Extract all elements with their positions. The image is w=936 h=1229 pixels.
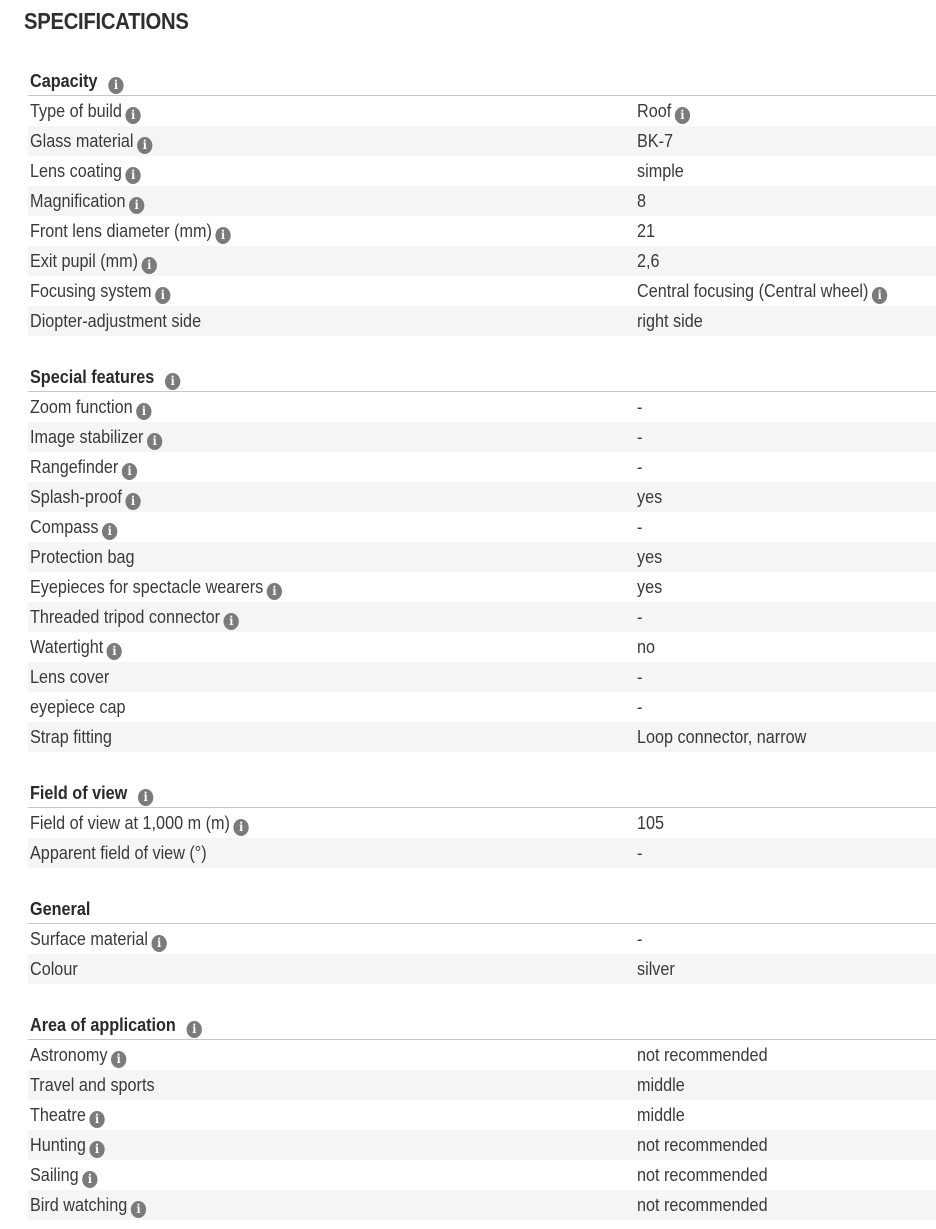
spec-value-text: silver <box>637 959 675 979</box>
spec-label <box>30 662 109 692</box>
spec-value-text: 21 <box>637 221 656 241</box>
info-icon[interactable]: i <box>187 1021 202 1038</box>
spec-label <box>30 246 157 276</box>
spec-value <box>637 1070 685 1100</box>
section-header <box>28 362 936 392</box>
spec-value-text: - <box>637 667 643 687</box>
section-title-text: Area of application <box>30 1015 176 1035</box>
section-header <box>28 894 936 924</box>
spec-value <box>637 808 664 838</box>
info-icon[interactable]: i <box>267 583 282 600</box>
info-icon[interactable]: i <box>89 1141 104 1158</box>
spec-row <box>28 482 936 512</box>
info-icon[interactable]: i <box>131 1201 146 1218</box>
section-header <box>28 1010 936 1040</box>
spec-label <box>30 276 170 306</box>
spec-value-text: not recommended <box>637 1195 768 1215</box>
spec-value <box>637 482 662 512</box>
spec-value-text: Roof <box>637 101 672 121</box>
spec-label-text: Lens cover <box>30 667 110 687</box>
spec-section <box>28 778 936 868</box>
spec-row <box>28 1040 936 1070</box>
spec-label-text: Strap fitting <box>30 727 112 747</box>
info-icon[interactable]: i <box>129 197 144 214</box>
spec-label <box>30 1100 105 1130</box>
spec-row <box>28 602 936 632</box>
spec-value <box>637 246 660 276</box>
spec-value <box>637 96 690 126</box>
spec-row <box>28 1160 936 1190</box>
spec-label <box>30 692 125 722</box>
section-title <box>30 70 124 94</box>
spec-value <box>637 186 646 216</box>
spec-row <box>28 662 936 692</box>
spec-value-text: - <box>637 697 643 717</box>
spec-value-text: yes <box>637 577 663 597</box>
spec-label <box>30 186 144 216</box>
spec-value-text: - <box>637 517 643 537</box>
spec-value-text: middle <box>637 1075 685 1095</box>
spec-value-text: right side <box>637 311 703 331</box>
spec-row <box>28 96 936 126</box>
spec-label-text: Eyepieces for spectacle wearers <box>30 577 264 597</box>
spec-value <box>637 452 642 482</box>
section-header <box>28 778 936 808</box>
spec-value <box>637 1160 768 1190</box>
info-icon[interactable]: i <box>137 137 152 154</box>
spec-label-text: Diopter-adjustment side <box>30 311 202 331</box>
spec-label-text: Zoom function <box>30 397 133 417</box>
spec-label <box>30 808 249 838</box>
spec-label <box>30 1130 105 1160</box>
spec-value <box>637 542 662 572</box>
spec-row <box>28 1100 936 1130</box>
spec-label <box>30 512 117 542</box>
info-icon[interactable]: i <box>82 1171 97 1188</box>
spec-label <box>30 838 207 868</box>
spec-value-text: 8 <box>637 191 647 211</box>
spec-value <box>637 924 642 954</box>
spec-value-text: no <box>637 637 656 657</box>
spec-label <box>30 452 137 482</box>
spec-label <box>30 954 78 984</box>
spec-value-text: - <box>637 397 643 417</box>
spec-label <box>30 216 231 246</box>
spec-value-text: 105 <box>637 813 665 833</box>
spec-label-text: Apparent field of view (°) <box>30 843 207 863</box>
spec-row <box>28 632 936 662</box>
spec-row <box>28 452 936 482</box>
spec-label-text: Image stabilizer <box>30 427 144 447</box>
spec-label-text: Sailing <box>30 1165 79 1185</box>
spec-label-text: Hunting <box>30 1135 86 1155</box>
spec-label-text: Compass <box>30 517 99 537</box>
spec-row <box>28 126 936 156</box>
spec-value <box>637 276 887 306</box>
spec-label-text: Magnification <box>30 191 126 211</box>
section-title <box>30 898 90 920</box>
section-title-text: Capacity <box>30 71 98 91</box>
spec-row <box>28 512 936 542</box>
spec-section <box>28 66 936 336</box>
spec-label-text: Threaded tripod connector <box>30 607 221 627</box>
spec-label <box>30 126 152 156</box>
spec-label-text: Lens coating <box>30 161 122 181</box>
spec-label <box>30 722 112 752</box>
page-title: SPECIFICATIONS <box>24 8 189 34</box>
spec-value-text: not recommended <box>637 1135 768 1155</box>
spec-row <box>28 156 936 186</box>
info-icon[interactable]: i <box>122 463 137 480</box>
section-header <box>28 66 936 96</box>
spec-row <box>28 276 936 306</box>
spec-label-text: Field of view at 1,000 m (m) <box>30 813 230 833</box>
info-icon[interactable]: i <box>165 373 180 390</box>
spec-row <box>28 542 936 572</box>
spec-value-text: yes <box>637 487 663 507</box>
info-icon[interactable]: i <box>152 935 167 952</box>
spec-value <box>637 156 684 186</box>
spec-label-text: Type of build <box>30 101 122 121</box>
info-icon[interactable]: i <box>136 403 151 420</box>
spec-value-text: - <box>637 427 643 447</box>
spec-label <box>30 1190 146 1220</box>
spec-row <box>28 808 936 838</box>
spec-label <box>30 96 141 126</box>
info-icon[interactable]: i <box>102 523 117 540</box>
info-icon[interactable]: i <box>675 107 690 124</box>
spec-value-text: - <box>637 457 643 477</box>
spec-value-text: BK-7 <box>637 131 674 151</box>
spec-row <box>28 1070 936 1100</box>
spec-section <box>28 1010 936 1220</box>
spec-label <box>30 1040 126 1070</box>
spec-value <box>637 216 655 246</box>
spec-label-text: Theatre <box>30 1105 86 1125</box>
spec-row <box>28 924 936 954</box>
spec-label-text: Splash-proof <box>30 487 122 507</box>
spec-label-text: Surface material <box>30 929 148 949</box>
spec-label-text: Watertight <box>30 637 104 657</box>
spec-label-text: Bird watching <box>30 1195 128 1215</box>
info-icon[interactable]: i <box>89 1111 104 1128</box>
spec-value-text: - <box>637 843 643 863</box>
spec-row <box>28 954 936 984</box>
spec-value-text: simple <box>637 161 684 181</box>
info-icon[interactable]: i <box>142 257 157 274</box>
spec-label-text: Protection bag <box>30 547 135 567</box>
spec-value <box>637 126 673 156</box>
spec-label <box>30 572 282 602</box>
section-title <box>30 1014 202 1038</box>
spec-label <box>30 1160 98 1190</box>
spec-value <box>637 422 642 452</box>
spec-value <box>637 1190 768 1220</box>
info-icon[interactable]: i <box>125 493 140 510</box>
spec-label-text: Glass material <box>30 131 134 151</box>
spec-row <box>28 1130 936 1160</box>
spec-row <box>28 246 936 276</box>
spec-label-text: eyepiece cap <box>30 697 126 717</box>
spec-label <box>30 156 141 186</box>
info-icon[interactable]: i <box>872 287 887 304</box>
spec-row <box>28 422 936 452</box>
info-icon[interactable]: i <box>125 167 140 184</box>
section-title <box>30 366 180 390</box>
spec-value-text: - <box>637 929 643 949</box>
info-icon[interactable]: i <box>147 433 162 450</box>
spec-value-text: not recommended <box>637 1045 768 1065</box>
spec-label <box>30 482 141 512</box>
spec-value-text: yes <box>637 547 663 567</box>
spec-value-text: Central focusing (Central wheel) <box>637 281 869 301</box>
spec-label-text: Colour <box>30 959 78 979</box>
spec-label <box>30 602 239 632</box>
spec-value-text: Loop connector, narrow <box>637 727 807 747</box>
spec-label-text: Front lens diameter (mm) <box>30 221 212 241</box>
spec-value-text: not recommended <box>637 1165 768 1185</box>
info-icon[interactable]: i <box>215 227 230 244</box>
spec-row <box>28 186 936 216</box>
info-icon[interactable]: i <box>224 613 239 630</box>
spec-label <box>30 306 201 336</box>
spec-label <box>30 542 134 572</box>
spec-label-text: Focusing system <box>30 281 152 301</box>
spec-label <box>30 392 152 422</box>
spec-label-text: Travel and sports <box>30 1075 155 1095</box>
spec-value <box>637 306 703 336</box>
spec-row <box>28 306 936 336</box>
spec-label-text: Astronomy <box>30 1045 108 1065</box>
spec-label <box>30 422 162 452</box>
spec-label-text: Exit pupil (mm) <box>30 251 139 271</box>
spec-value-text: 2,6 <box>637 251 660 271</box>
spec-value <box>637 572 662 602</box>
spec-value <box>637 392 642 422</box>
spec-section <box>28 362 936 752</box>
spec-label <box>30 632 122 662</box>
spec-value <box>637 838 642 868</box>
info-icon[interactable]: i <box>125 107 140 124</box>
spec-value <box>637 662 642 692</box>
section-title-text: Field of view <box>30 783 128 803</box>
spec-value <box>637 1040 768 1070</box>
info-icon[interactable]: i <box>107 643 122 660</box>
section-title-text: Special features <box>30 367 155 387</box>
spec-value <box>637 954 675 984</box>
spec-row <box>28 838 936 868</box>
spec-row <box>28 392 936 422</box>
spec-value-text: middle <box>637 1105 685 1125</box>
spec-row <box>28 722 936 752</box>
spec-value <box>637 1100 685 1130</box>
section-title-text: General <box>30 899 91 919</box>
spec-value <box>637 1130 768 1160</box>
info-icon[interactable]: i <box>155 287 170 304</box>
info-icon[interactable]: i <box>111 1051 126 1068</box>
spec-row <box>28 692 936 722</box>
spec-label-text: Rangefinder <box>30 457 119 477</box>
spec-label <box>30 924 167 954</box>
spec-value-text: - <box>637 607 643 627</box>
spec-value <box>637 602 642 632</box>
spec-label <box>30 1070 155 1100</box>
info-icon[interactable]: i <box>233 819 248 836</box>
spec-value <box>637 632 655 662</box>
section-title <box>30 782 153 806</box>
spec-value <box>637 512 642 542</box>
spec-value <box>637 722 806 752</box>
spec-row <box>28 216 936 246</box>
info-icon[interactable]: i <box>138 789 153 806</box>
spec-section <box>28 894 936 984</box>
spec-row <box>28 572 936 602</box>
info-icon[interactable]: i <box>108 77 123 94</box>
spec-value <box>637 692 642 722</box>
spec-row <box>28 1190 936 1220</box>
